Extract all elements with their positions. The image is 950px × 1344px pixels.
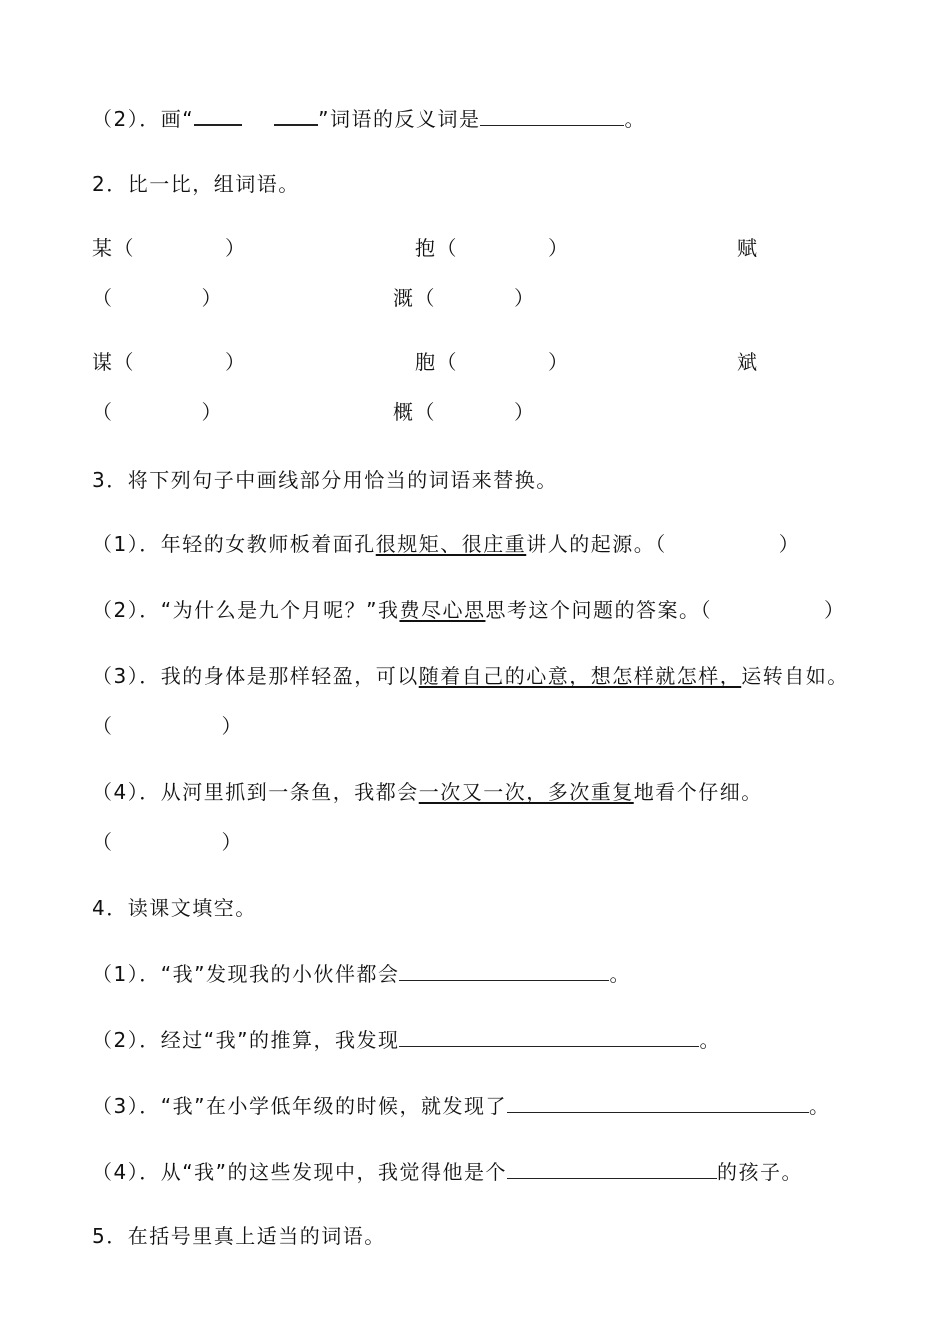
- q4-item-text: 的孩子。: [716, 1160, 803, 1184]
- q4-item-text: （4）．从“我”的这些发现中，我觉得他是个: [92, 1160, 507, 1184]
- q2-char: 溉（: [393, 286, 436, 310]
- q3-underlined-phrase: 费尽心思: [399, 598, 486, 622]
- q3-paren-close: ）: [823, 598, 846, 622]
- q1-item2: [92, 106, 646, 131]
- q4-item-text: 。: [699, 1028, 721, 1052]
- q2-char: 抱（: [415, 236, 458, 260]
- q2-row2-a: [92, 286, 223, 310]
- q1-item2-end: 。: [624, 107, 646, 131]
- q1-item2-answer-blank[interactable]: [480, 107, 624, 126]
- q4-item-text: （2）．经过“我”的推算，我发现: [92, 1028, 400, 1052]
- q4-item-text: 。: [808, 1094, 831, 1118]
- q2-paren-close: ）: [548, 350, 570, 374]
- q2-row4-a: [92, 400, 223, 424]
- q1-underline-mark-a: [194, 106, 242, 126]
- q3-item-text: 地看个仔细。: [633, 780, 763, 804]
- q3-item-text: （1）．年轻的女教师板着面孔: [92, 532, 376, 556]
- q2-char: 概（: [393, 400, 436, 424]
- q3-paren-close: ）: [221, 830, 243, 854]
- q2-paren-open: （: [92, 286, 114, 310]
- q1-underline-mark-b: [274, 106, 318, 126]
- q4-item-text: 。: [609, 962, 631, 986]
- q2-row3-b: [415, 350, 570, 374]
- q2-title: 2．比一比，组词语。: [92, 172, 300, 196]
- q4-title: 4．读课文填空。: [92, 896, 257, 920]
- q1-item2-prefix: （2）．画“: [92, 107, 195, 131]
- q3-paren-close: ）: [778, 532, 801, 556]
- q3-item2: [92, 598, 845, 622]
- q3-paren-open: （: [92, 830, 114, 854]
- q2-row1-b: [415, 236, 570, 260]
- q2-row2-b: [393, 286, 536, 310]
- q2-paren-close: ）: [225, 350, 247, 374]
- q3-item3: [92, 664, 849, 688]
- q3-item-text: （2）．“为什么是九个月呢？”我: [92, 598, 400, 622]
- q3-paren-close: ）: [221, 714, 243, 738]
- q2-row4-b: [393, 400, 536, 424]
- q4-answer-blank[interactable]: [399, 962, 609, 981]
- q2-row1-c: 赋: [737, 236, 759, 260]
- q3-title: 3．将下列句子中画线部分用恰当的词语来替换。: [92, 468, 558, 492]
- q4-item3: [92, 1094, 830, 1118]
- q2-paren-close: ）: [201, 286, 223, 310]
- q3-item4-answer: [92, 830, 243, 854]
- q2-paren-close: ）: [514, 400, 536, 424]
- q2-row3-c: 斌: [737, 350, 759, 374]
- q2-row3-a: [92, 350, 247, 374]
- q3-item-text: 讲人的起源。（: [526, 532, 667, 556]
- q3-item3-answer: [92, 714, 243, 738]
- q3-item4: [92, 780, 763, 804]
- q2-paren-close: ）: [548, 236, 570, 260]
- q2-paren-close: ）: [201, 400, 223, 424]
- q4-item2: [92, 1028, 721, 1052]
- q2-paren-close: ）: [225, 236, 247, 260]
- q2-char: 胞（: [415, 350, 458, 374]
- q3-item1: [92, 532, 800, 556]
- q3-paren-open: （: [92, 714, 114, 738]
- q3-item-text: （3）．我的身体是那样轻盈，可以: [92, 664, 419, 688]
- q4-item1: [92, 962, 631, 986]
- q1-item2-mid: ”词语的反义词是: [318, 107, 481, 131]
- q4-answer-blank[interactable]: [507, 1160, 717, 1179]
- q4-item-text: （1）．“我”发现我的小伙伴都会: [92, 962, 400, 986]
- q3-item-text: 思考这个问题的答案。（: [485, 598, 712, 622]
- q3-item-text: 运转自如。: [741, 664, 849, 688]
- q5-title: 5．在括号里真上适当的词语。: [92, 1224, 386, 1248]
- q3-underlined-phrase: 随着自己的心意，想怎样就怎样，: [418, 664, 742, 688]
- q2-char: 某（: [92, 236, 135, 260]
- q4-item-text: （3）．“我”在小学低年级的时候，就发现了: [92, 1094, 507, 1118]
- q2-paren-open: （: [92, 400, 114, 424]
- q3-underlined-phrase: 很规矩、很庄重: [375, 532, 527, 556]
- q4-item4: [92, 1160, 803, 1184]
- q2-char: 谋（: [92, 350, 135, 374]
- q2-row1-a: [92, 236, 247, 260]
- q4-answer-blank[interactable]: [399, 1028, 699, 1047]
- q3-underlined-phrase: 一次又一次，多次重复: [418, 780, 634, 804]
- q3-item-text: （4）．从河里抓到一条鱼，我都会: [92, 780, 419, 804]
- q2-paren-close: ）: [514, 286, 536, 310]
- q4-answer-blank[interactable]: [507, 1094, 809, 1113]
